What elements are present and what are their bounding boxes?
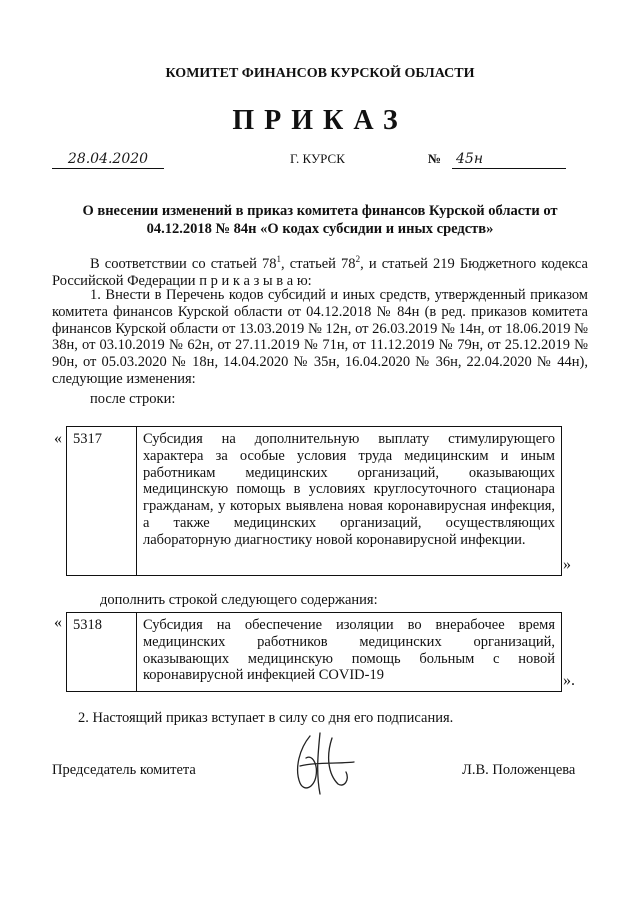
signatory-name: Л.В. Положенцева — [462, 762, 576, 778]
intro-sup-2: 2 — [355, 254, 361, 264]
organization-name: КОМИТЕТ ФИНАНСОВ КУРСКОЙ ОБЛАСТИ — [165, 66, 475, 81]
row1-open-quote: « — [54, 430, 62, 447]
table-row-5317 — [66, 426, 562, 576]
document-date: 28.04.2020 — [52, 150, 164, 169]
row1-code: 5317 — [67, 427, 137, 575]
row2-close-quote: ». — [563, 672, 575, 689]
document-number: 45н — [452, 150, 566, 169]
handwritten-signature — [280, 728, 370, 798]
row2-text: Субсидия на обеспечение изоляции во внерабочее время медицинских работников медицинских организаций, оказывающих медицинскую помощь больным с новой коронавирусной инфекцией COVID-19 — [143, 617, 555, 684]
row1-close-quote: » — [563, 556, 571, 573]
row2-code: 5318 — [67, 613, 137, 691]
signatory-position: Председатель комитета — [52, 762, 196, 778]
intro-sup-1: 1 — [276, 254, 281, 264]
number-label: № — [428, 151, 442, 166]
table-row-5318 — [66, 612, 562, 692]
after-line-text: после строки: — [90, 391, 176, 407]
intro-mid: , статьей 78 — [281, 255, 356, 272]
document-type: ПРИКАЗ — [232, 105, 408, 136]
document-city: Г. КУРСК — [290, 151, 345, 166]
add-line-text: дополнить строкой следующего содержания: — [100, 592, 378, 608]
item-1-paragraph: 1. Внести в Перечень кодов субсидий и иных средств, утвержденный приказом комитета финансов Курской области от 04.12.2018 № 84н (в ред. приказов комитета финансов Курской области от 13.03.2019 № 12н, от 26.03.2019 № 14н, от 18.06.2019 № 38н, от 03.10.2019 № 62н, от 27.11.2019 № 71н, от 11.12.2019 № 79н, от 25.12.2019 № 90н, от 05.03.2020 № 18н, 14.04.2020 № 35н, 16.04.2020 № 36н, 22.04.2020 № 44н), следующие изменения: — [52, 287, 588, 387]
document-subject: О внесении изменений в приказ комитета финансов Курской области от 04.12.2018 № 84н «О кодах субсидии и иных средств» — [82, 203, 558, 237]
row2-open-quote: « — [54, 614, 62, 631]
intro-paragraph — [52, 251, 588, 289]
item-2-paragraph: 2. Настоящий приказ вступает в силу со дня его подписания. — [78, 710, 454, 726]
intro-pre: В соответствии со статьей 78 — [90, 255, 277, 272]
intro-post: , и статьей 219 Бюджетного кодекса Российской Федерации п р и к а з ы в а ю: — [52, 255, 588, 289]
row1-text: Субсидия на дополнительную выплату стимулирующего характера за особые условия труда медицинским и иным работникам медицинских организаций, оказывающих медицинскую помощь в условиях круглосуточного стационара гражданам, у которых выявлена новая коронавирусная инфекция, а также медицинских организаций, осуществляющих лабораторную диагностику новой коронавирусной инфекции. — [143, 431, 555, 548]
